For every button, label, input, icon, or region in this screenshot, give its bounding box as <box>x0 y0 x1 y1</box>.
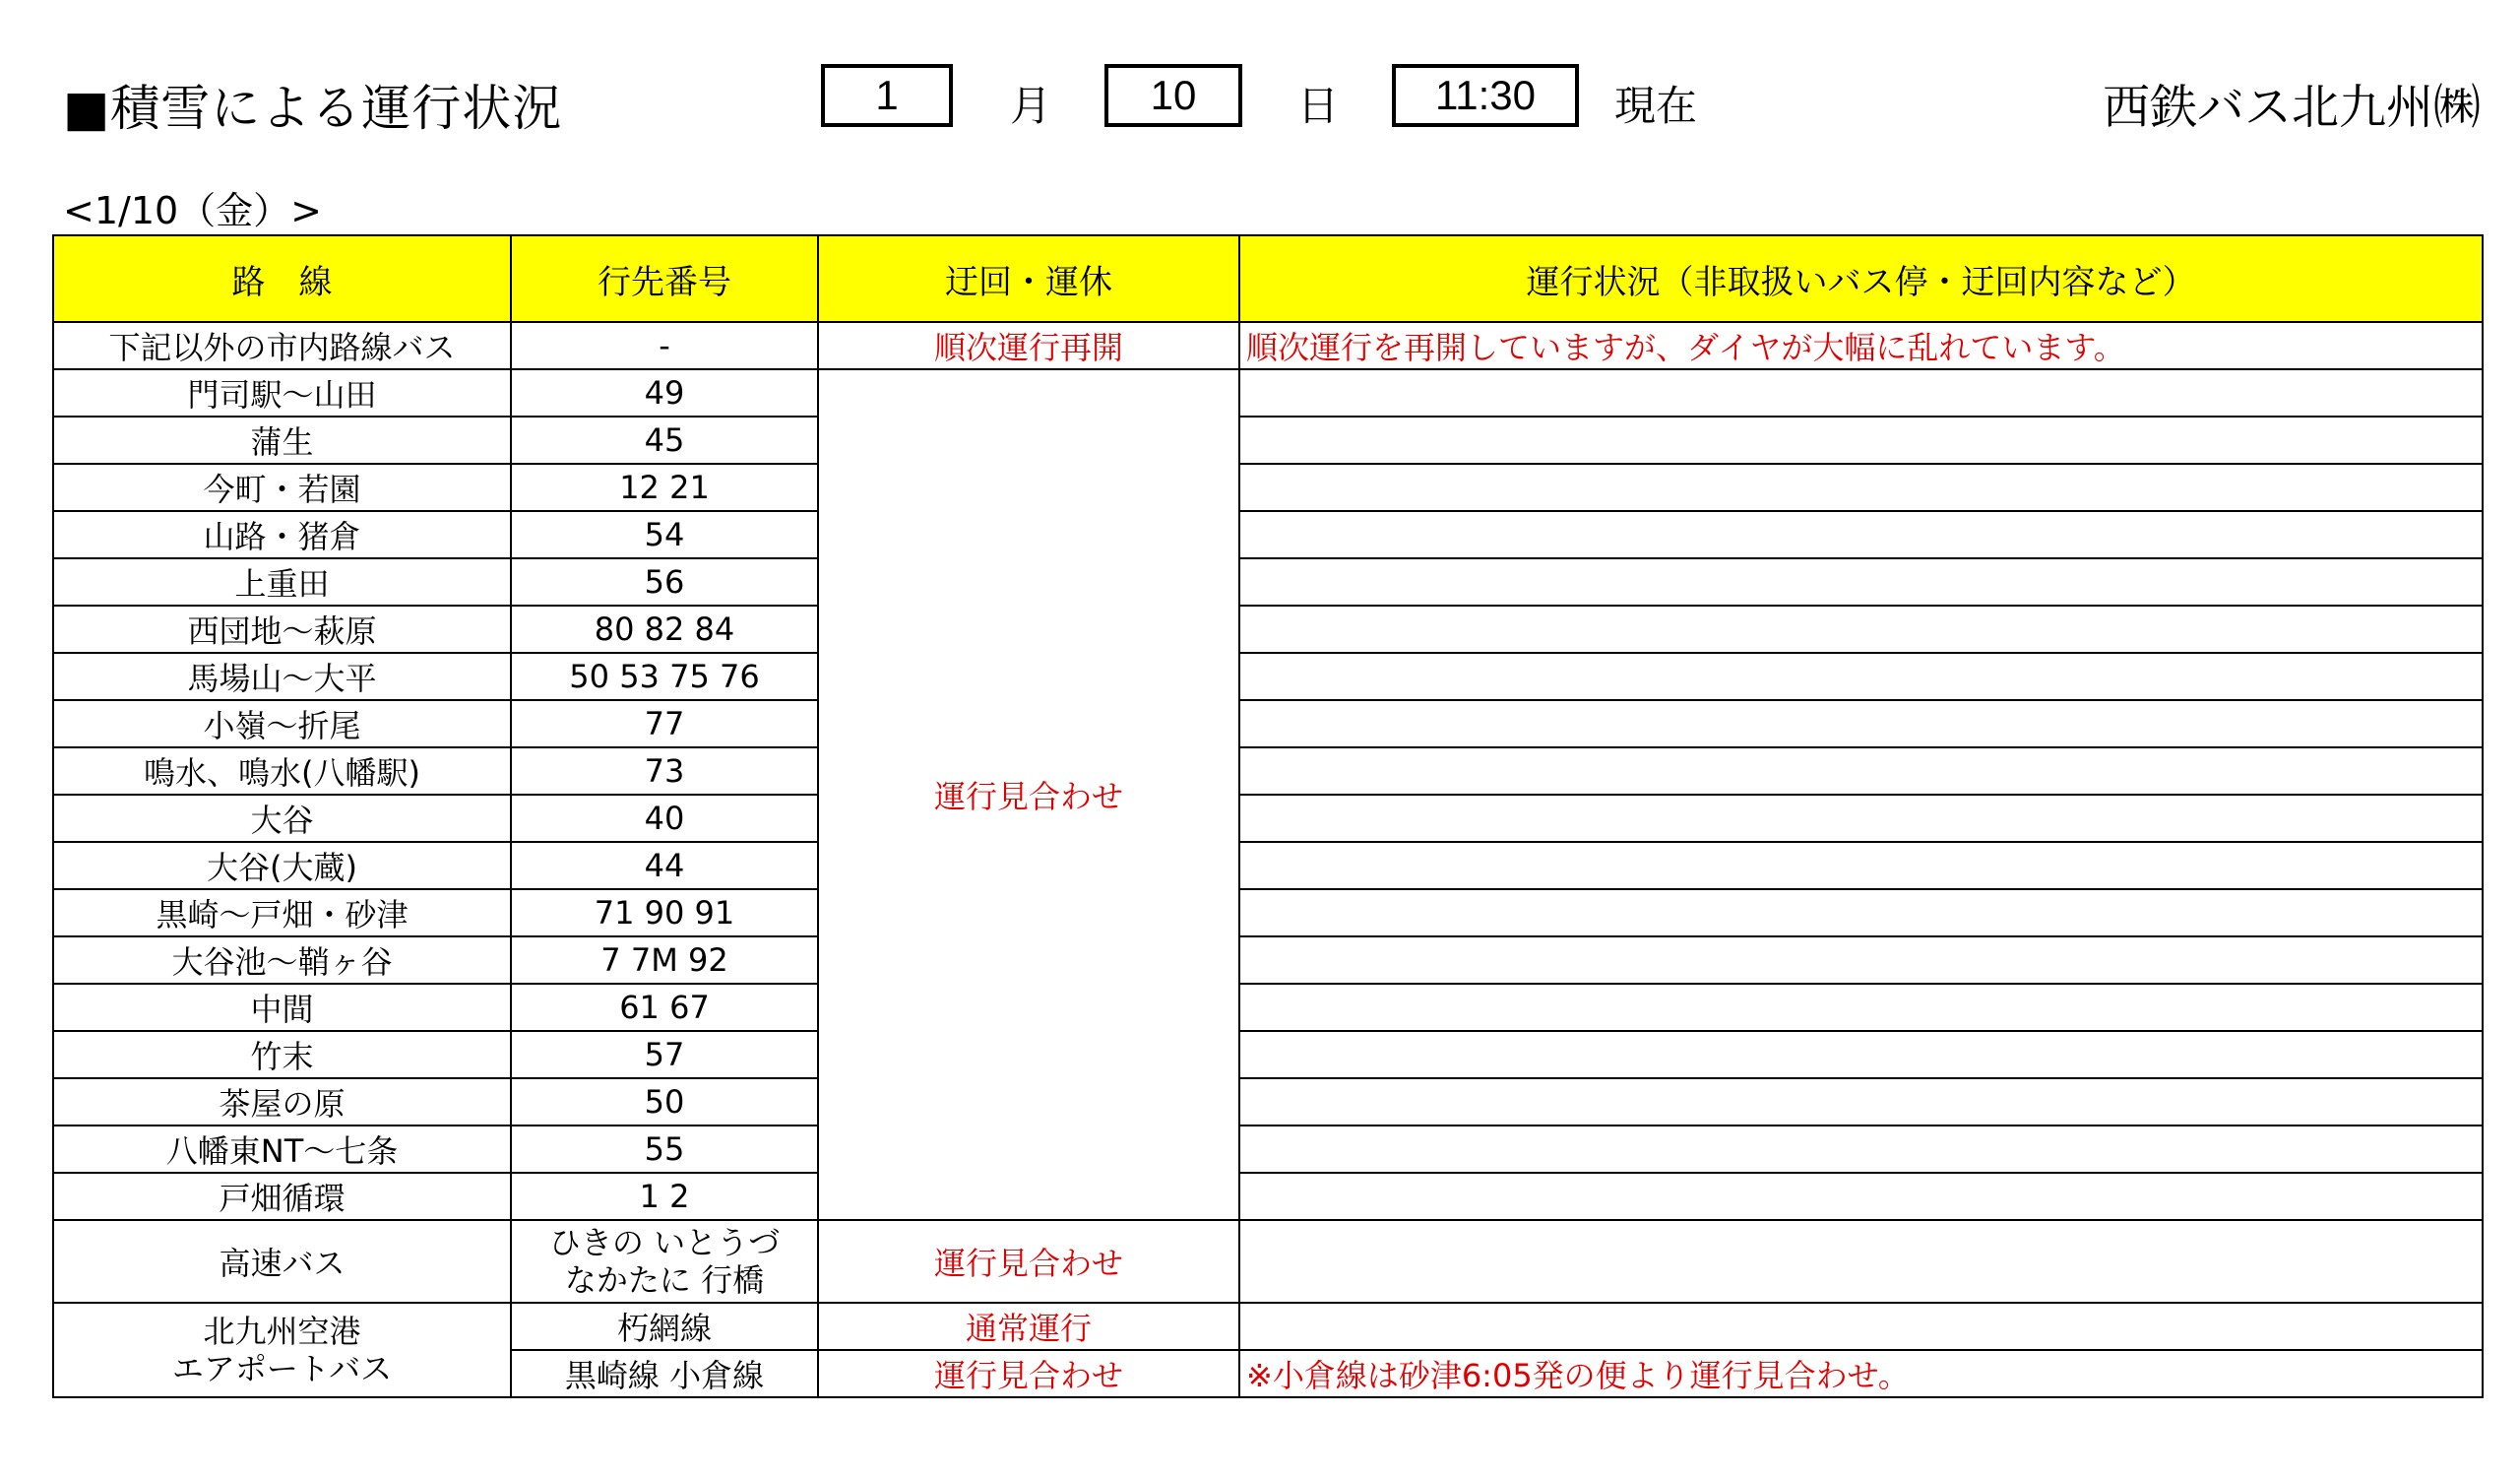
number-cell: 61 67 <box>511 984 818 1031</box>
header-route: 路 線 <box>53 235 511 322</box>
table-row <box>53 984 2483 1031</box>
route-cell: 大谷池～鞘ヶ谷 <box>53 936 511 984</box>
number-cell: 54 <box>511 511 818 558</box>
page-title: ■積雪による運行状況 <box>63 80 563 137</box>
number-cell <box>511 1220 818 1303</box>
detail-cell <box>1239 1125 2483 1173</box>
status-cell: 順次運行再開 <box>818 322 1239 369</box>
table-row <box>53 369 2483 417</box>
route-cell: 下記以外の市内路線バス <box>53 322 511 369</box>
table-row <box>53 1173 2483 1220</box>
number-cell: 7 7M 92 <box>511 936 818 984</box>
group-status-cell: 運行見合わせ <box>818 369 1239 1220</box>
table-row <box>53 1125 2483 1173</box>
number-cell: 57 <box>511 1031 818 1078</box>
number-line: なかたに 行橋 <box>564 1261 765 1299</box>
table-row <box>53 464 2483 511</box>
table-row <box>53 322 2483 369</box>
number-cell: 50 <box>511 1078 818 1125</box>
table-row <box>53 1220 2483 1303</box>
table-row <box>53 842 2483 889</box>
table-row <box>53 511 2483 558</box>
number-cell: 80 82 84 <box>511 606 818 653</box>
route-cell: 馬場山～大平 <box>53 653 511 700</box>
day-label: <1/10（金）> <box>63 189 323 232</box>
route-cell: 八幡東NT～七条 <box>53 1125 511 1173</box>
route-cell: 蒲生 <box>53 417 511 464</box>
status-cell: 通常運行 <box>818 1303 1239 1350</box>
header-number: 行先番号 <box>511 235 818 322</box>
table-row <box>53 417 2483 464</box>
route-cell: 門司駅～山田 <box>53 369 511 417</box>
status-cell: 運行見合わせ <box>818 1220 1239 1303</box>
number-cell: 黒崎線 小倉線 <box>511 1350 818 1397</box>
detail-cell <box>1239 606 2483 653</box>
detail-cell <box>1239 653 2483 700</box>
route-cell: 中間 <box>53 984 511 1031</box>
route-cell: 戸畑循環 <box>53 1173 511 1220</box>
company-name: 西鉄バス北九州㈱ <box>2102 80 2481 135</box>
table-row <box>53 795 2483 842</box>
table-row <box>53 936 2483 984</box>
route-cell: 鳴水、鳴水(八幡駅) <box>53 747 511 795</box>
month-unit: 月 <box>1010 82 1052 130</box>
detail-cell <box>1239 417 2483 464</box>
number-cell: 1 2 <box>511 1173 818 1220</box>
number-cell: 73 <box>511 747 818 795</box>
number-cell: 50 53 75 76 <box>511 653 818 700</box>
detail-cell <box>1239 1220 2483 1303</box>
number-cell: 45 <box>511 417 818 464</box>
route-cell <box>53 1303 511 1397</box>
route-cell: 茶屋の原 <box>53 1078 511 1125</box>
header-detail: 運行状況（非取扱いバス停・迂回内容など） <box>1239 235 2483 322</box>
route-cell: 黒崎～戸畑・砂津 <box>53 889 511 936</box>
table-row <box>53 700 2483 747</box>
table-row <box>53 653 2483 700</box>
detail-cell <box>1239 558 2483 606</box>
table-row <box>53 1078 2483 1125</box>
route-line: 北九州空港 <box>203 1313 361 1350</box>
time-unit: 現在 <box>1614 82 1698 130</box>
detail-cell <box>1239 464 2483 511</box>
table-row <box>53 606 2483 653</box>
detail-cell <box>1239 700 2483 747</box>
number-cell: 40 <box>511 795 818 842</box>
table-row <box>53 747 2483 795</box>
number-cell: 44 <box>511 842 818 889</box>
detail-cell: 順次運行を再開していますが、ダイヤが大幅に乱れています。 <box>1239 322 2483 369</box>
detail-cell: ※小倉線は砂津6:05発の便より運行見合わせ。 <box>1239 1350 2483 1397</box>
table-row <box>53 558 2483 606</box>
route-cell: 竹末 <box>53 1031 511 1078</box>
detail-cell <box>1239 369 2483 417</box>
route-cell: 上重田 <box>53 558 511 606</box>
number-cell: 77 <box>511 700 818 747</box>
day-box: 10 <box>1104 64 1242 127</box>
detail-cell <box>1239 1031 2483 1078</box>
detail-cell <box>1239 747 2483 795</box>
route-cell: 高速バス <box>53 1220 511 1303</box>
table-row <box>53 1031 2483 1078</box>
number-cell: - <box>511 322 818 369</box>
route-cell: 小嶺～折尾 <box>53 700 511 747</box>
route-cell: 西団地～萩原 <box>53 606 511 653</box>
detail-cell <box>1239 1173 2483 1220</box>
route-line: エアポートバス <box>171 1350 393 1387</box>
number-cell: 朽網線 <box>511 1303 818 1350</box>
route-cell: 山路・猪倉 <box>53 511 511 558</box>
route-cell: 大谷 <box>53 795 511 842</box>
route-cell: 大谷(大蔵) <box>53 842 511 889</box>
day-unit: 日 <box>1297 82 1340 130</box>
number-cell: 71 90 91 <box>511 889 818 936</box>
detail-cell <box>1239 1078 2483 1125</box>
status-cell: 運行見合わせ <box>818 1350 1239 1397</box>
table-row <box>53 889 2483 936</box>
route-cell: 今町・若園 <box>53 464 511 511</box>
detail-cell <box>1239 795 2483 842</box>
number-cell: 56 <box>511 558 818 606</box>
detail-cell <box>1239 511 2483 558</box>
detail-cell <box>1239 889 2483 936</box>
status-table <box>52 234 2484 1398</box>
number-line: ひきの いとうづ <box>548 1224 781 1261</box>
detail-cell <box>1239 1303 2483 1350</box>
month-box: 1 <box>821 64 953 127</box>
number-cell: 55 <box>511 1125 818 1173</box>
detail-cell <box>1239 936 2483 984</box>
header-detour: 迂回・運休 <box>818 235 1239 322</box>
detail-cell <box>1239 842 2483 889</box>
number-cell: 49 <box>511 369 818 417</box>
time-box: 11:30 <box>1392 64 1579 127</box>
detail-cell <box>1239 984 2483 1031</box>
number-cell: 12 21 <box>511 464 818 511</box>
table-row <box>53 1303 2483 1350</box>
